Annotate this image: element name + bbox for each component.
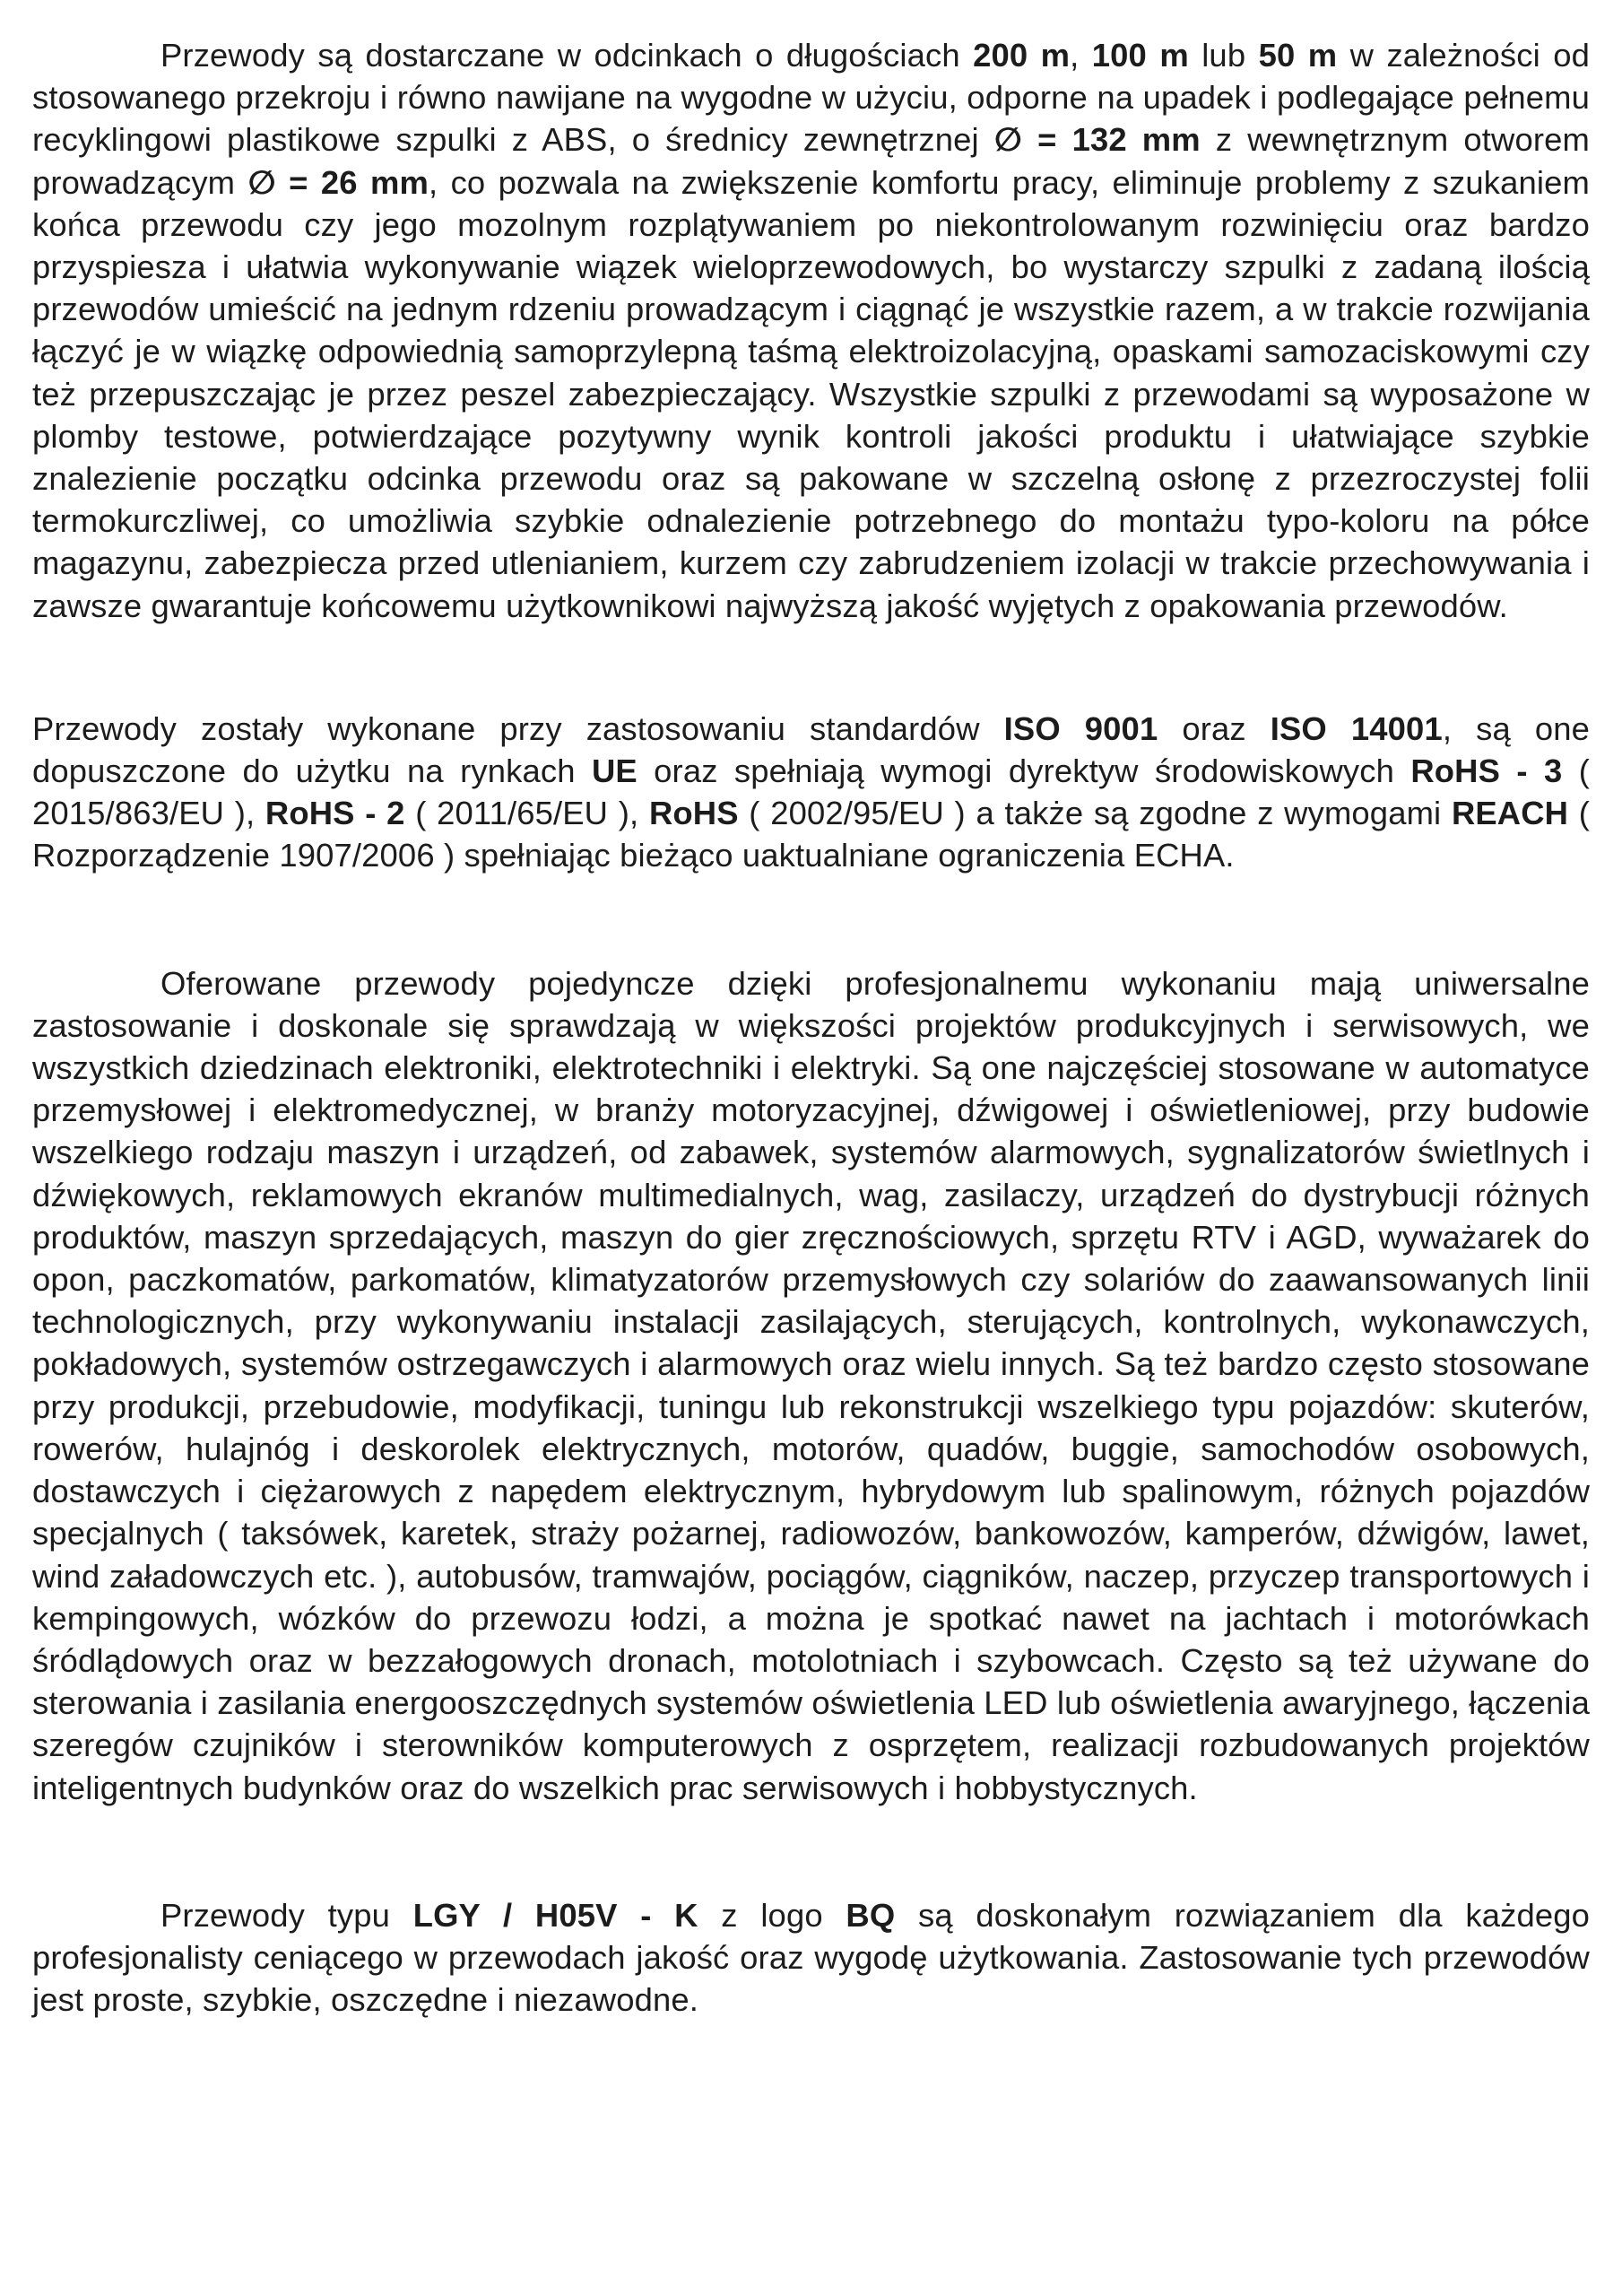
text-run: oraz spełniają wymogi dyrektyw środowiskowych: [637, 752, 1411, 790]
paragraph-applications: [32, 962, 1590, 1809]
bold-run: UE: [591, 752, 638, 790]
text-run: w zależności od stosowanego przekroju i równo nawijane na wygodne w użyciu, odporne na upadek i podlegające pełnemu recyklingowi plastikowe szpulki z ABS, o średnicy zewnętrznej: [32, 37, 1590, 159]
bold-run: ∅ = 132 mm: [993, 121, 1201, 159]
bold-run: 100 m: [1091, 37, 1189, 74]
bold-run: REACH: [1451, 795, 1569, 832]
text-run: z wewnętrznym otworem prowadzącym: [32, 121, 1590, 201]
bold-run: ISO 9001: [1003, 709, 1158, 747]
bold-run: ∅ = 26 mm: [247, 163, 429, 201]
paragraph-spacer: [32, 627, 1590, 708]
text-run: Przewody są dostarczane w odcinkach o długościach: [160, 37, 974, 74]
bold-run: LGY / H05V - K: [412, 1896, 698, 1934]
bold-run: 200 m: [973, 37, 1071, 74]
paragraph-packaging: [32, 34, 1590, 627]
bold-run: ISO 14001: [1270, 709, 1443, 747]
text-run: Przewody zostały wykonane przy zastosowaniu standardów: [32, 709, 1004, 747]
paragraph-spacer: [32, 1809, 1590, 1894]
text-run: ( 2015/863/EU ),: [32, 752, 1591, 832]
text-run: lub: [1188, 37, 1259, 74]
text-run: ( Rozporządzenie 1907/2006 ) spełniając bieżąco uaktualniane ograniczenia ECHA.: [32, 795, 1591, 874]
paragraph-summary: [32, 1894, 1590, 2022]
text-run: z logo: [698, 1896, 846, 1934]
bold-run: RoHS - 2: [265, 795, 405, 832]
bold-run: 50 m: [1258, 37, 1338, 74]
bold-run: BQ: [846, 1896, 896, 1934]
paragraph-spacer: [32, 877, 1590, 962]
text-run: są doskonałym rozwiązaniem dla każdego profesjonalisty ceniącego w przewodach jakość oraz wygodę użytkowania. Zastosowanie tych przewodów jest proste, szybkie, oszczędne i niezawodne.: [32, 1896, 1590, 2019]
text-run: , co pozwala na zwiększenie komfortu pracy, eliminuje problemy z szukaniem końca przewodu czy jego mozolnym rozplątywaniem po niekontrolowanym rozwinięciu oraz bardzo przyspiesza i ułatwia wykonywanie wiązek wieloprzewodowych, bo wystarczy szpulki z zadaną ilością przewodów umieścić na jednym rdzeniu prowadzącym i ciągnąć je wszystkie razem, a w trakcie rozwijania łączyć je w wiązkę odpowiednią samoprzylepną taśmą elektroizolacyjną, opaskami samozaciskowymi czy też przepuszczając je przez peszel zabezpieczający. Wszystkie szpulki z przewodami są wyposażone w plomby testowe, potwierdzające pozytywny wynik kontroli jakości produktu i ułatwiające szybkie znalezienie początku odcinka przewodu oraz są pakowane w szczelną osłonę z przezroczystej folii termokurczliwej, co umożliwia szybkie odnalezienie potrzebnego do montażu typo-koloru na półce magazynu, zabezpiecza przed utlenianiem, kurzem czy zabrudzeniem izolacji w trakcie przechowywania i zawsze gwarantuje końcowemu użytkownikowi najwyższą jakość wyjętych z opakowania przewodów.: [32, 163, 1591, 624]
text-run: oraz: [1158, 709, 1271, 747]
text-run: ( 2002/95/EU ) a także są zgodne z wymogami: [738, 795, 1452, 832]
paragraph-standards: [32, 708, 1590, 877]
text-run: ,: [1070, 37, 1092, 74]
text-run: Oferowane przewody pojedyncze dzięki profesjonalnemu wykonaniu mają uniwersalne zastosowanie i doskonale się sprawdzają w większości projektów produkcyjnych i serwisowych, we wszystkich dziedzinach elektroniki, elektrotechniki i elektryki. Są one najczęściej stosowane w automatyce przemysłowej i elektromedycznej, w branży motoryzacyjnej, dźwigowej i oświetleniowej, przy budowie wszelkiego rodzaju maszyn i urządzeń, od zabawek, systemów alarmowych, sygnalizatorów świetlnych i dźwiękowych, reklamowych ekranów multimedialnych, wag, zasilaczy, urządzeń do dystrybucji różnych produktów, maszyn sprzedających, maszyn do gier zręcznościowych, sprzętu RTV i AGD, wyważarek do opon, paczkomatów, parkomatów, klimatyzatorów przemysłowych czy solariów do zaawansowanych linii technologicznych, przy wykonywaniu instalacji zasilających, sterujących, kontrolnych, wykonawczych, pokładowych, systemów ostrzegawczych i alarmowych oraz wielu innych. Są też bardzo często stosowane przy produkcji, przebudowie, modyfikacji, tuningu lub rekonstrukcji wszelkiego typu pojazdów: skuterów, rowerów, hulajnóg i deskorolek elektrycznych, motorów, quadów, buggie, samochodów osobowych, dostawczych i ciężarowych z napędem elektrycznym, hybrydowym lub spalinowym, różnych pojazdów specjalnych ( taksówek, karetek, straży pożarnej, radiowozów, bankowozów, kamperów, dźwigów, lawet, wind załadowczych etc. ), autobusów, tramwajów, pociągów, ciągników, naczep, przyczep transportowych i kempingowych, wózków do przewozu łodzi, a można je spotkać nawet na jachtach i motorówkach śródlądowych oraz w bezzałogowych dronach, motolotniach i szybowcach. Często są też używane do sterowania i zasilania energooszczędnych systemów oświetlenia LED lub oświetlenia awaryjnego, łączenia szeregów czujników i sterowników komputerowych z osprzętem, realizacji rozbudowanych projektów inteligentnych budynków oraz do wszelkich prac serwisowych i hobbystycznych.: [32, 964, 1590, 1806]
text-run: ( 2011/65/EU ),: [404, 795, 649, 832]
document-page: [32, 34, 1590, 2021]
bold-run: RoHS: [648, 795, 739, 832]
bold-run: RoHS - 3: [1410, 752, 1563, 790]
text-run: Przewody typu: [160, 1896, 413, 1934]
text-run: , są one dopuszczone do użytku na rynkach: [32, 709, 1591, 790]
